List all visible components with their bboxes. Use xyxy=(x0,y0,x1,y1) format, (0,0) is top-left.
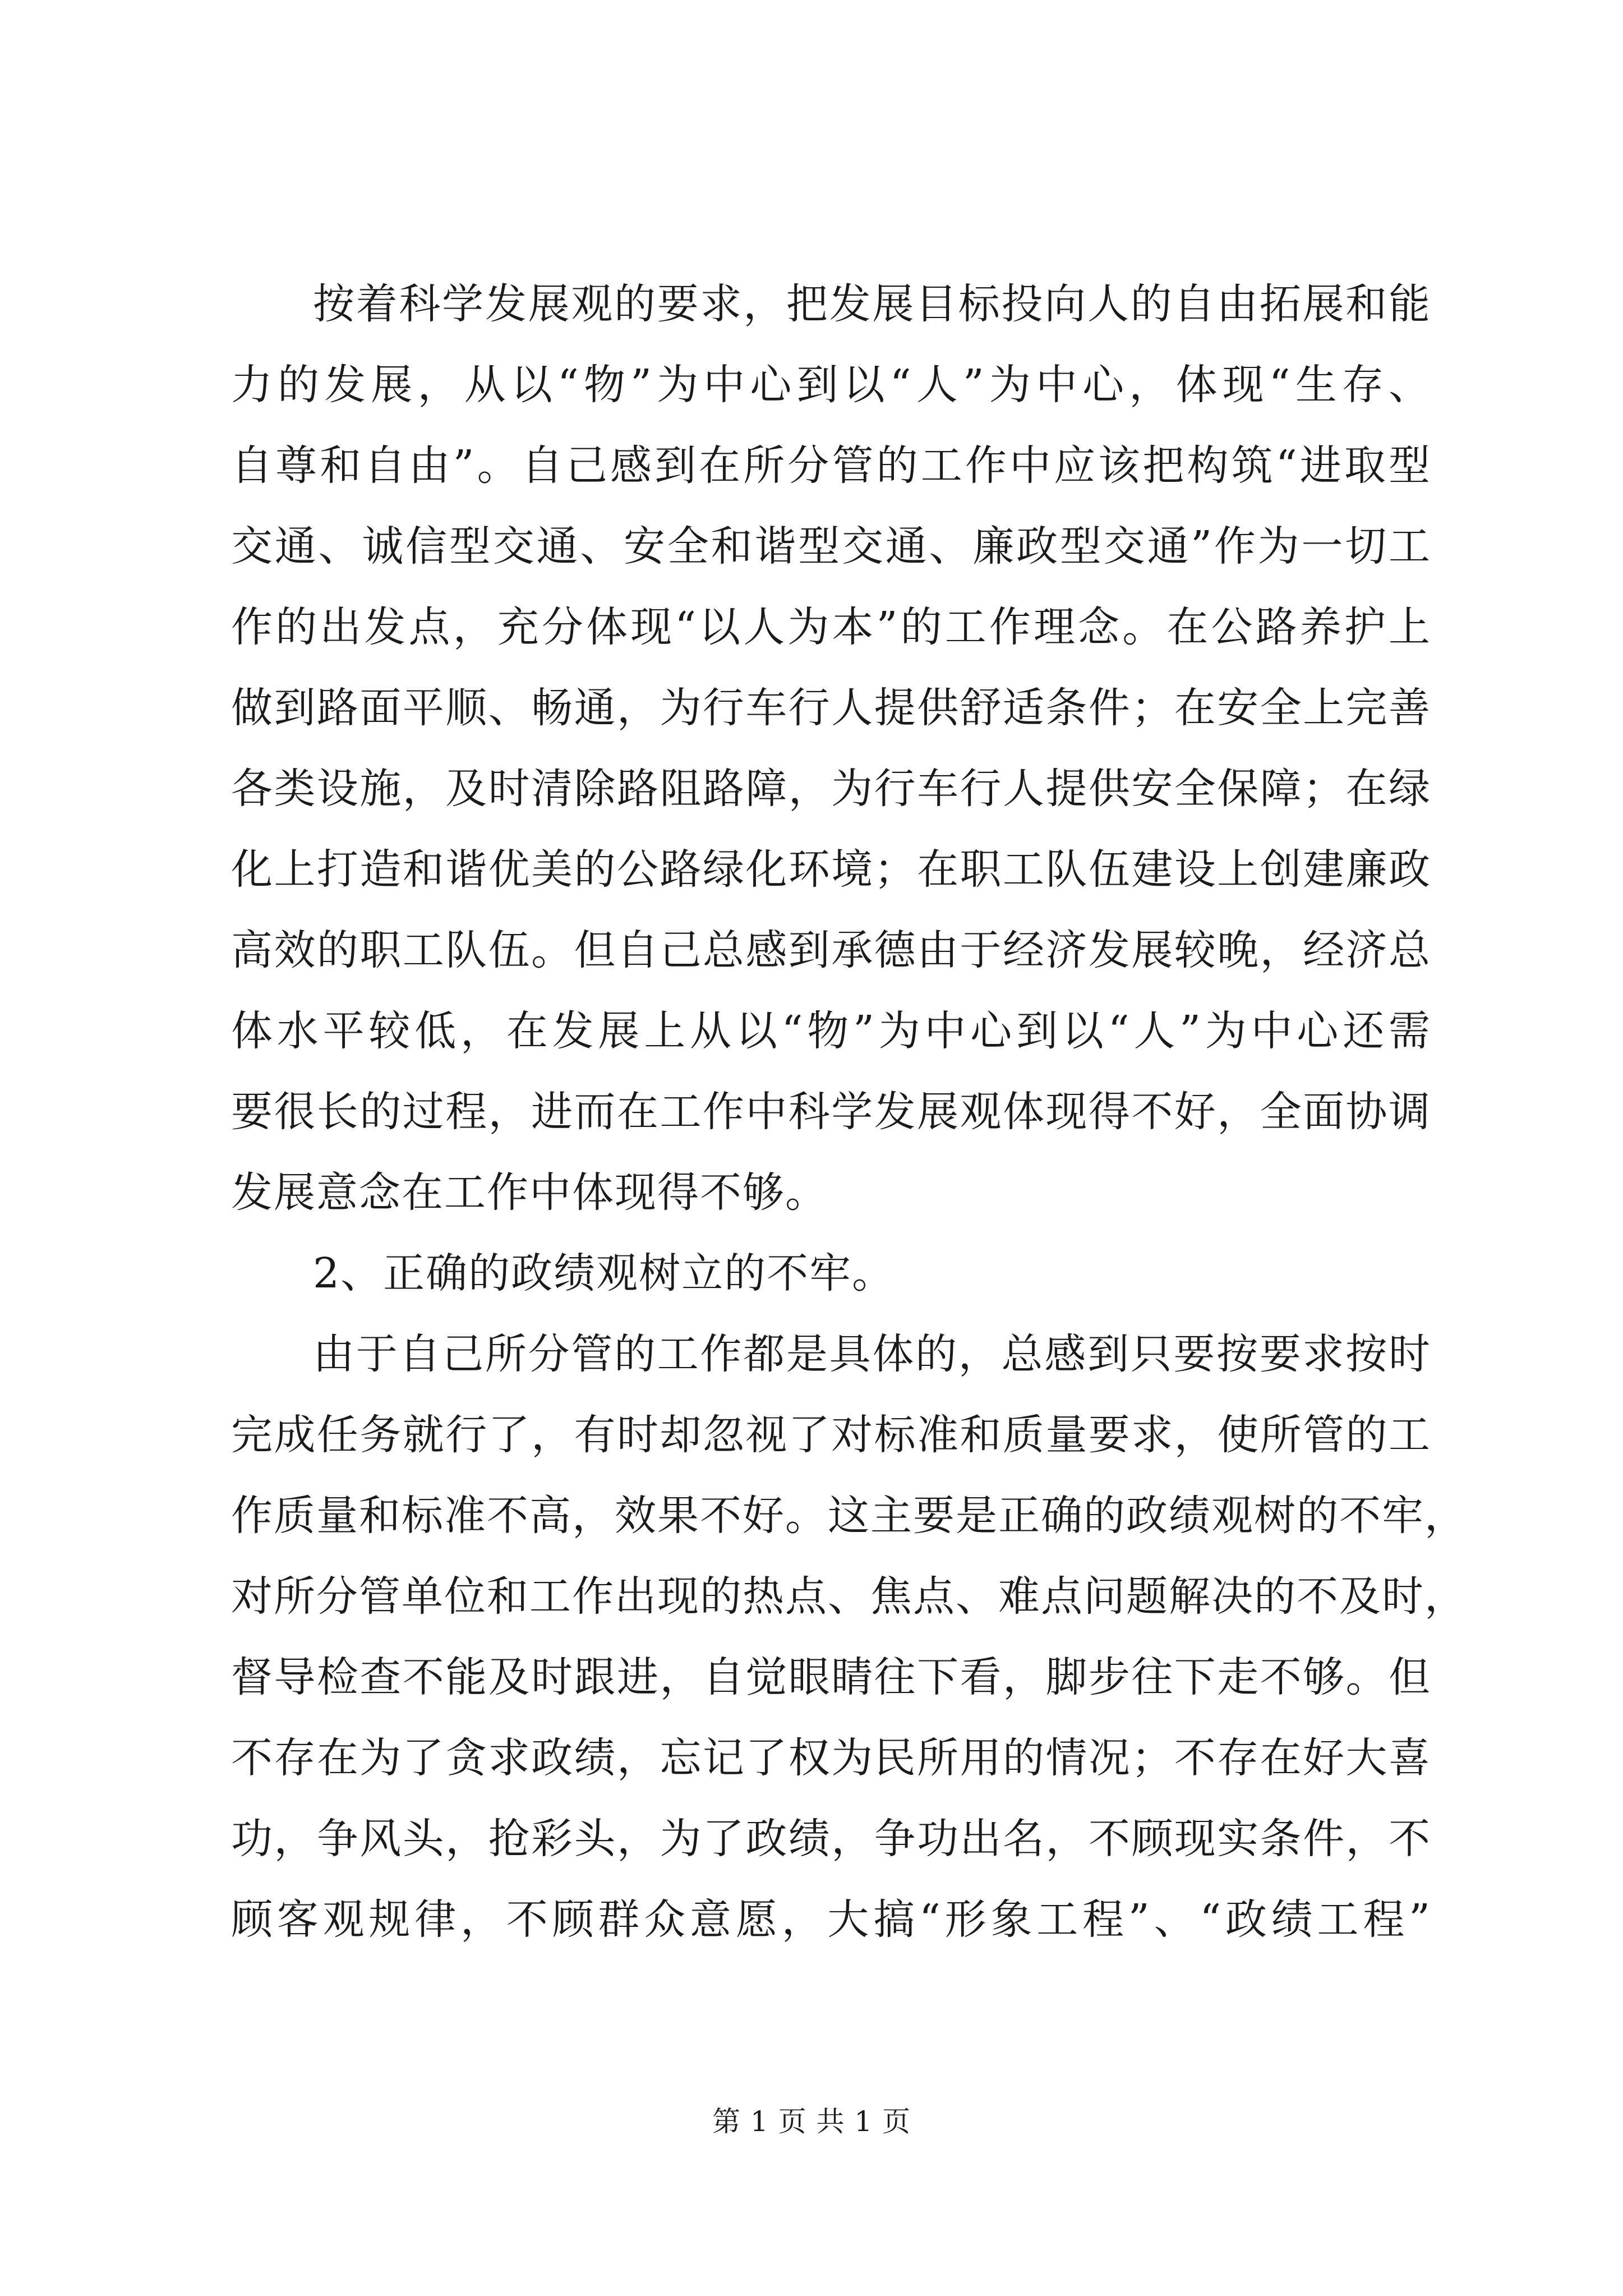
text-line: 按着科学发展观的要求，把发展目标投向人的自由拓展和能 xyxy=(313,280,1431,328)
text-line: 化上打造和谐优美的公路绿化环境；在职工队伍建设上创建廉政 xyxy=(231,845,1431,894)
text-line: 高效的职工队伍。但自己总感到承德由于经济发展较晚，经济总 xyxy=(231,926,1431,974)
text-line: 交通、诚信型交通、安全和谐型交通、廉政型交通”作为一切工 xyxy=(231,522,1431,570)
text-line: 发展意念在工作中体现得不够。 xyxy=(231,1168,828,1217)
text-line: 督导检查不能及时跟进，自觉眼睛往下看，脚步往下走不够。但 xyxy=(231,1653,1431,1701)
text-line: 不存在为了贪求政绩，忘记了权为民所用的情况；不存在好大喜 xyxy=(231,1734,1431,1782)
text-line: 功，争风头，抢彩头，为了政绩，争功出名，不顾现实条件，不 xyxy=(231,1815,1431,1863)
text-line: 各类设施，及时清除路阻路障，为行车行人提供安全保障；在绿 xyxy=(231,765,1431,813)
text-line: 体水平较低，在发展上从以“物”为中心到以“人”为中心还需 xyxy=(231,1007,1431,1055)
text-line: 完成任务就行了，有时却忽视了对标准和质量要求，使所管的工 xyxy=(231,1411,1431,1459)
page-footer: 第 1 页 共 1 页 xyxy=(712,2105,911,2138)
text-line: 作的出发点，充分体现“以人为本”的工作理念。在公路养护上 xyxy=(231,603,1431,651)
text-line: 顾客观规律，不顾群众意愿，大搞“形象工程”、“政绩工程” xyxy=(231,1895,1431,1944)
text-line: 对所分管单位和工作出现的热点、焦点、难点问题解决的不及时， xyxy=(231,1572,1467,1621)
text-line: 力的发展，从以“物”为中心到以“人”为中心，体现“生存、 xyxy=(231,361,1431,409)
text-line: 做到路面平顺、畅通，为行车行人提供舒适条件；在安全上完善 xyxy=(231,684,1431,732)
text-line: 要很长的过程，进而在工作中科学发展观体现得不好，全面协调 xyxy=(231,1088,1431,1136)
section-heading: 2、正确的政绩观树立的不牢。 xyxy=(313,1249,895,1297)
text-line: 自尊和自由”。自己感到在所分管的工作中应该把构筑“进取型 xyxy=(231,441,1431,490)
text-line: 作质量和标准不高，效果不好。这主要是正确的政绩观树的不牢， xyxy=(231,1492,1467,1540)
document-body xyxy=(231,264,1467,1960)
text-line: 由于自己所分管的工作都是具体的，总感到只要按要求按时 xyxy=(313,1330,1431,1378)
